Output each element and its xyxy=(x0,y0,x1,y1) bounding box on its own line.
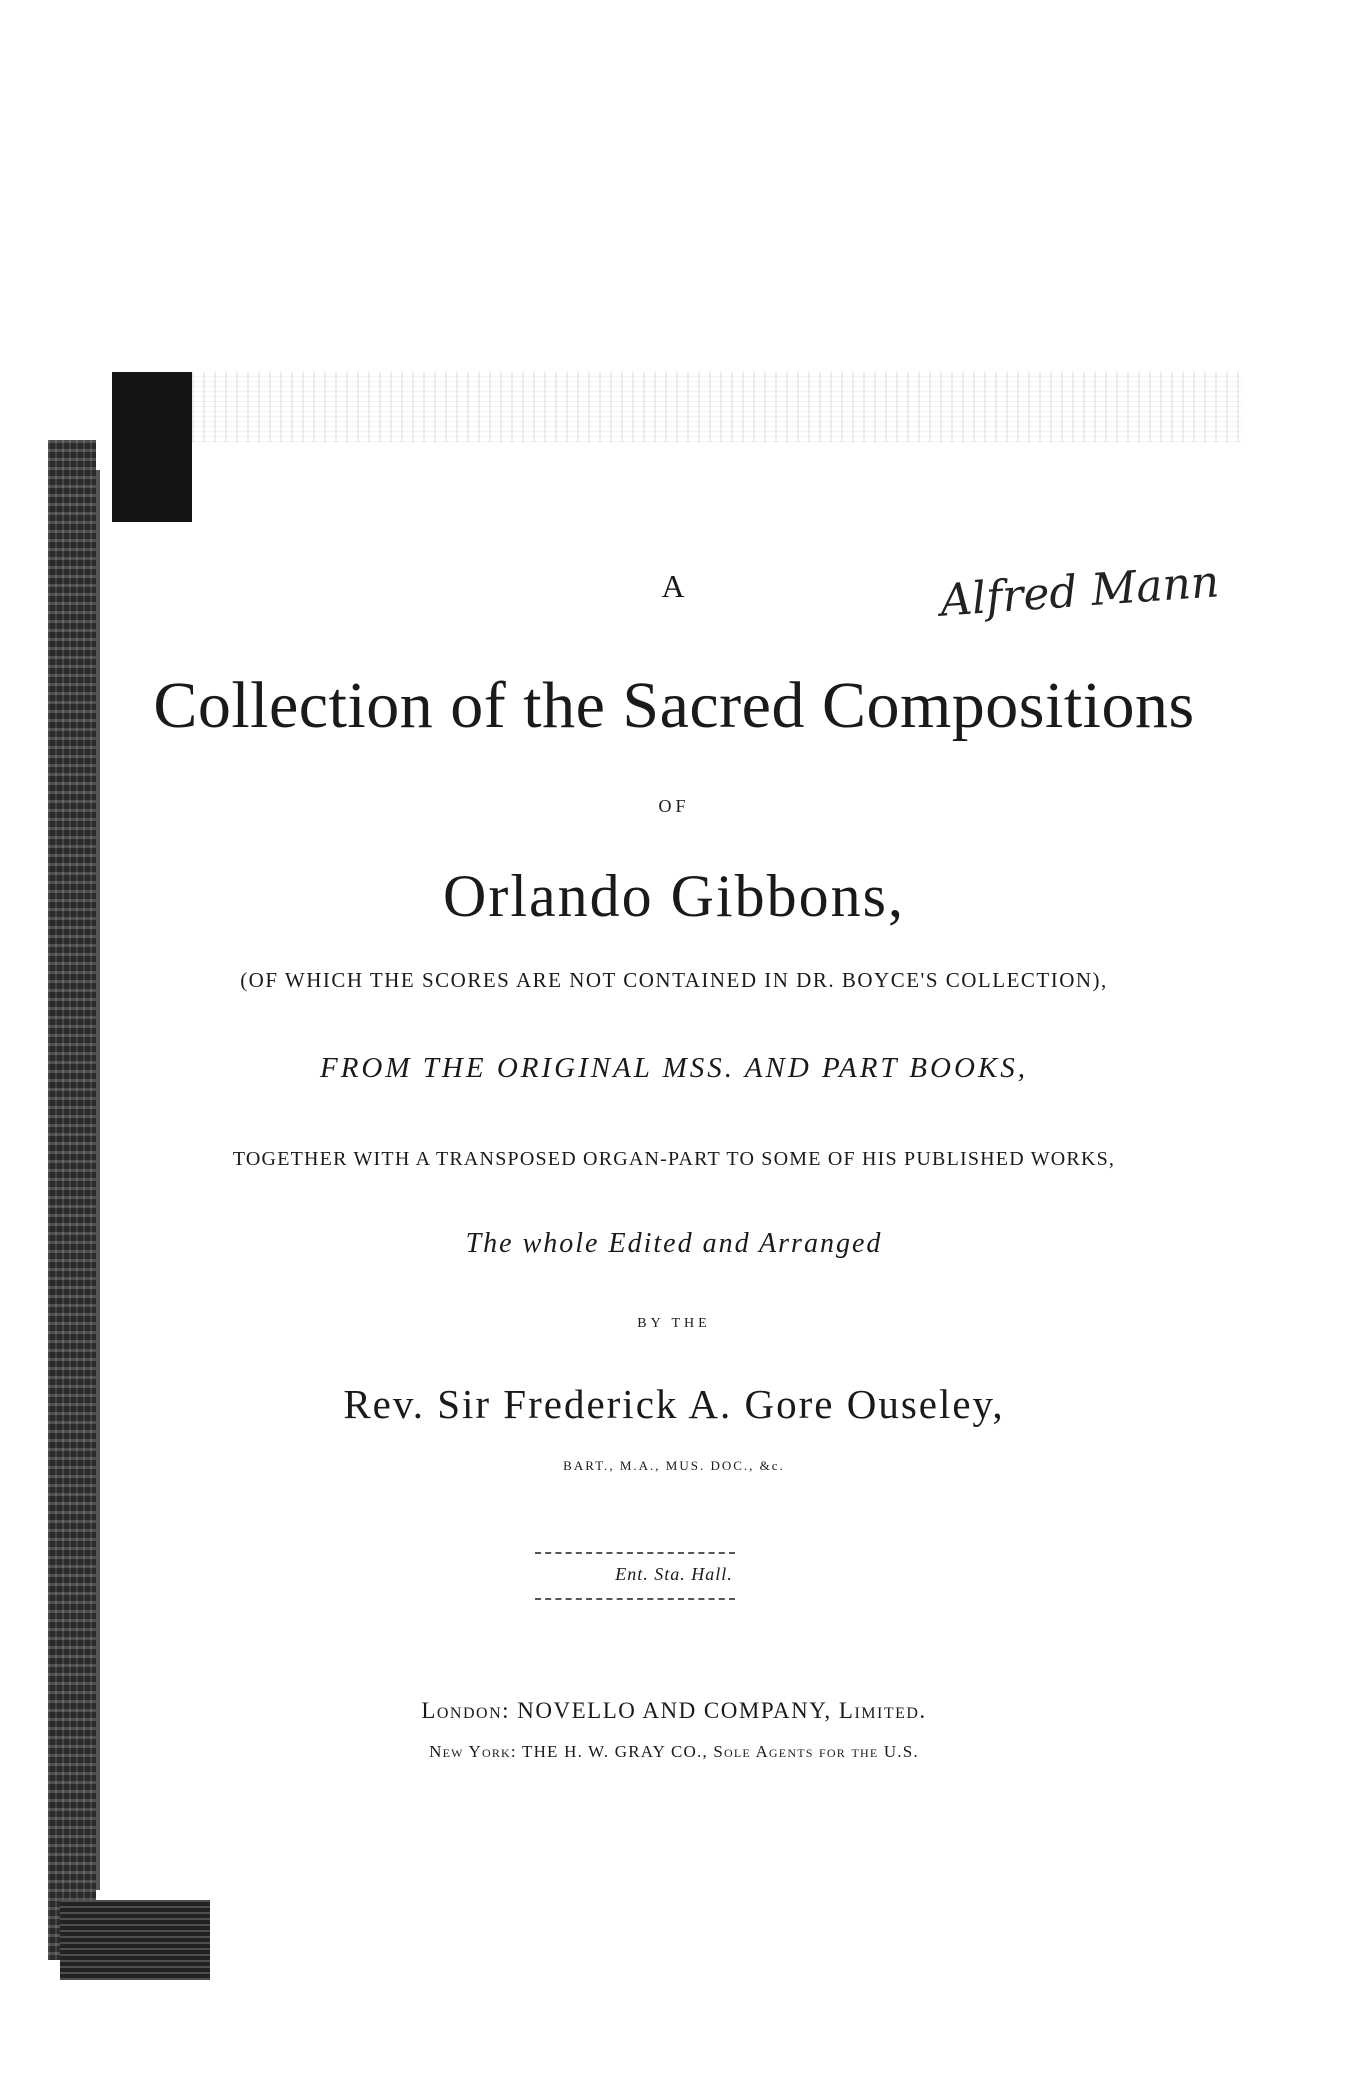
scan-noise-top xyxy=(192,372,1242,442)
by-the: BY THE xyxy=(637,1316,711,1331)
binding-mark-bottom xyxy=(60,1900,210,1980)
entered-stationers-hall: Ent. Sta. Hall. xyxy=(615,1564,733,1584)
editor-degrees: BART., M.A., MUS. DOC., &c. xyxy=(563,1458,785,1473)
imprint-london-publisher: NOVELLO AND COMPANY, xyxy=(517,1698,832,1723)
editor-name: Rev. Sir Frederick A. Gore Ouseley, xyxy=(343,1381,1005,1427)
imprint-newyork-publisher: THE H. W. GRAY CO., xyxy=(522,1742,708,1761)
organ-part-line: TOGETHER WITH A TRANSPOSED ORGAN-PART TO SOME OF HIS PUBLISHED WORKS, xyxy=(232,1148,1116,1170)
imprint-newyork-label: New York: xyxy=(429,1742,517,1761)
owner-signature: Alfred Mann xyxy=(938,556,1221,627)
main-title: Collection of the Sacred Compositions xyxy=(153,669,1195,742)
collection-note: (OF WHICH THE SCORES ARE NOT CONTAINED IN DR. BOYCE'S COLLECTION), xyxy=(240,968,1108,992)
imprint-london xyxy=(0,1698,1348,1724)
divider-bottom xyxy=(535,1598,735,1600)
title-article: A xyxy=(661,568,687,604)
imprint-newyork xyxy=(0,1742,1348,1762)
source-line: FROM THE ORIGINAL MSS. AND PART BOOKS, xyxy=(320,1052,1028,1084)
composer-name: Orlando Gibbons, xyxy=(443,863,905,929)
edited-line: The whole Edited and Arranged xyxy=(465,1228,883,1259)
binding-mark-top xyxy=(112,372,192,522)
imprint-london-label: London: xyxy=(421,1698,511,1723)
divider-top xyxy=(535,1552,735,1554)
title-of: OF xyxy=(658,796,690,816)
imprint-london-suffix: Limited. xyxy=(838,1698,927,1723)
imprint-newyork-suffix: Sole Agents for the U.S. xyxy=(713,1742,919,1761)
